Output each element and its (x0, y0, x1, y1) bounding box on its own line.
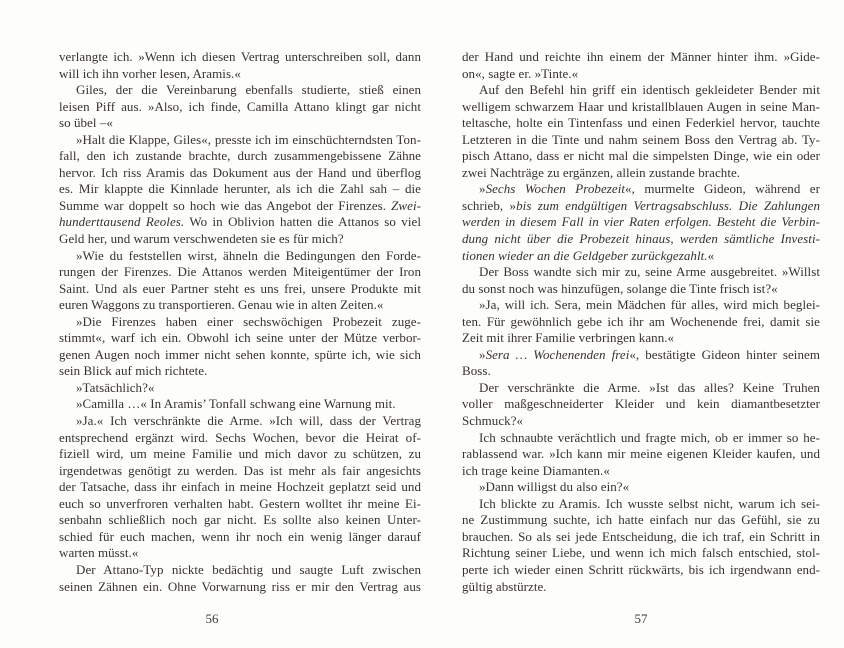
text-segment: schrieb, » (462, 197, 517, 213)
text-segment: » (479, 181, 486, 197)
text-line (59, 413, 421, 430)
text-line (59, 380, 421, 397)
text-segment: Der Attano-Typ nickte bedächtig und saugte Luft zwischen (76, 561, 421, 577)
text-line (59, 330, 421, 347)
text-segment: Schmuck?« (462, 413, 524, 429)
text-segment-italic: werden in diesem Fall in vier Raten erfolgen. Besteht die Verbin- (462, 214, 820, 230)
text-segment: Wo in Oblivion hatten die Attanos so viel (184, 214, 421, 230)
text-segment: der Tatsache, dass ihr einfach in meine Hochzeit geplatzt seid und (59, 479, 421, 495)
text-line (462, 132, 820, 149)
text-line (462, 165, 820, 182)
text-line (462, 446, 820, 463)
text-line (59, 479, 421, 496)
text-segment: verlangte ich. »Wenn ich diesen Vertrag unterschreiben soll, dann (59, 49, 421, 64)
text-line (462, 529, 820, 546)
text-line (59, 297, 421, 314)
text-line (59, 545, 421, 562)
text-line (462, 198, 820, 215)
text-segment: » (479, 346, 486, 362)
text-segment: warten müsst.« (59, 545, 139, 561)
text-line (462, 115, 820, 132)
text-line (59, 248, 421, 265)
text-segment: will ich ihn vorher lesen, Aramis.« (59, 65, 241, 81)
text-line (59, 99, 421, 116)
text-line (462, 496, 820, 513)
text-segment: Richtung seiner Liebe, und wenn ich mich falsch entschied, stol- (462, 545, 820, 561)
text-segment: »Wie du feststellen wirst, ähneln die Bedingungen den Forde- (76, 247, 421, 263)
text-segment: »Die Firenzes haben einer sechswöchigen Probezeit zuge- (76, 313, 421, 329)
text-segment: »Halt die Klappe, Giles«, presste ich im einschüchterndsten Ton- (76, 131, 421, 147)
text-segment: zwei Nachträge zu ergänzen, allein zustande brachte. (462, 164, 741, 180)
text-line (462, 49, 820, 66)
text-line (462, 380, 820, 397)
text-segment: «, bestätigte Gideon hinter seinem (629, 346, 820, 362)
text-segment-italic: dung nicht über die Probezeit hinaus, werden sämtliche Investi- (462, 231, 820, 247)
text-line (59, 281, 421, 298)
text-segment: stimmt«, warf ich ein. Obwohl ich seine unter der Mütze verbor- (59, 330, 421, 346)
text-line (59, 463, 421, 480)
text-segment: Summe war doppelt so hoch wie das Angebot der Firenzes. (59, 197, 392, 213)
text-line (59, 181, 421, 198)
text-segment: brauchen. So als sei jede Entscheidung, die ich traf, ein Schritt in (462, 528, 820, 544)
text-line (59, 115, 421, 132)
text-line (462, 281, 820, 298)
text-segment: teltasche, holte ein Tintenfass und einen Federkiel hervor, tauchte (462, 115, 820, 131)
text-segment: hervor. Ich riss Aramis das Dokument aus der Hand und überflog (59, 164, 421, 180)
text-segment: pisch Attano, dass er nicht mal die simpelsten Dinge, wie ein oder (462, 148, 820, 164)
text-segment: Ich blickte zu Aramis. Ich wusste selbst nicht, warum ich sei- (479, 495, 820, 511)
text-segment-italic: bis zum endgültigen Vertragsabschluss. Die Zahlungen (516, 197, 821, 213)
text-line (462, 214, 820, 231)
text-line (462, 413, 820, 430)
text-line (462, 264, 820, 281)
text-line (462, 479, 820, 496)
text-segment: irgendetwas genötigt zu werden. Das ist mehr als fair angesichts (59, 462, 421, 478)
text-segment: senbahn schließlich noch gar nicht. Es sollte also keinen Unter- (59, 512, 421, 528)
text-line (462, 66, 820, 83)
text-segment: ten. Für gewöhnlich gebe ich ihr am Wochenende frei, damit sie (462, 313, 820, 329)
text-line (462, 579, 820, 596)
text-line (59, 430, 421, 447)
text-segment: Boss. (462, 363, 491, 379)
text-line (59, 132, 421, 149)
text-segment: voller maßgeschneiderter Kleider und kein diamantbesetzter (462, 396, 820, 412)
page-text (59, 49, 421, 595)
text-segment: »Dann willigst du also ein?« (479, 479, 630, 495)
text-segment: Der verschränkte die Arme. »Ist das alles? Keine Truhen (479, 379, 820, 395)
text-line (462, 363, 820, 380)
book-page-right (462, 49, 821, 626)
text-line (59, 165, 421, 182)
text-segment: euch so unverfroren verhalten habt. Gestern wolltet ihr meine Ei- (59, 495, 421, 511)
page-text (462, 49, 820, 595)
text-line (462, 148, 820, 165)
text-segment: «, murmelte Gideon, während er (625, 181, 820, 197)
text-line (59, 579, 421, 596)
text-segment-italic: Sechs Wochen Probezeit (485, 181, 626, 197)
text-line (462, 512, 820, 529)
text-segment: perte ich wieder einen Schritt rückwärts, bis ich irgendwann end- (462, 561, 820, 577)
text-segment: fall, den ich zustande brachte, durch zusammengebissene Zähne (59, 148, 421, 164)
text-segment: entsprechend ergänzt wird. Sechs Wochen, bevor die Heirat of- (59, 429, 421, 445)
text-line (59, 512, 421, 529)
text-segment: welligem schwarzem Haar und kristallblauen Augen in seine Man- (462, 98, 820, 114)
text-line (59, 446, 421, 463)
text-segment: seinen Zähnen ein. Ohne Vorwarnung riss er mir den Vertrag aus (59, 578, 421, 594)
text-segment: « (707, 247, 715, 263)
text-segment: Der Boss wandte sich mir zu, seine Arme ausgebreitet. »Willst (479, 264, 820, 280)
text-line (462, 396, 820, 413)
text-line (59, 214, 421, 231)
text-segment: fiziell wird, um meine Familie und mich davor zu schützen, zu (59, 446, 421, 462)
text-segment: so übel –« (59, 115, 113, 131)
text-segment: Geld her, und warum verschwendeten sie es für mich? (59, 231, 344, 247)
text-segment: »Ja.« Ich verschränkte die Arme. »Ich will, dass der Vertrag (76, 413, 421, 429)
text-line (462, 231, 820, 248)
text-segment: euren Waggons zu transportieren. Genau wie in alten Zeiten.« (59, 297, 384, 313)
text-line (59, 49, 421, 66)
text-segment: on«, sagte er. »Tinte.« (462, 65, 579, 81)
text-line (59, 529, 421, 546)
text-segment: Zeit mit ihrer Familie verbringen kann.« (462, 330, 675, 346)
book-page-left (59, 49, 421, 626)
text-segment: rablassend war. »Ich kann mir meine eigenen Kleider kaufen, und (462, 446, 820, 462)
text-segment: genen Augen noch immer nicht sehen konnte, spürte ich, wie sich (59, 346, 421, 362)
text-segment-italic: Zwei- (391, 197, 421, 213)
text-line (462, 463, 820, 480)
text-segment: schied für euch machen, wenn ihr noch ein wenig länger darauf (59, 528, 421, 544)
text-line (462, 545, 820, 562)
text-line (462, 430, 820, 447)
text-segment: gültig abstürzte. (462, 578, 547, 594)
text-segment: leisen Piff aus. »Also, ich finde, Camilla Attano klingt gar nicht (59, 98, 421, 114)
text-segment: Giles, der die Vereinbarung ebenfalls studierte, stieß einen (76, 82, 421, 98)
text-line (462, 562, 820, 579)
text-segment: rungen der Firenzes. Die Attanos werden Miteigentümer der Iron (59, 264, 421, 280)
text-line (462, 330, 820, 347)
text-line (59, 347, 421, 364)
text-segment: Ich schnaubte verächtlich und fragte mich, ob er immer so he- (479, 429, 820, 445)
text-line (462, 99, 820, 116)
text-line (462, 347, 820, 364)
text-line (59, 363, 421, 380)
text-line (462, 314, 820, 331)
text-segment-italic: tionen wieder an die Geldgeber zurückgezahlt. (462, 247, 708, 263)
text-segment: der Hand und reichte ihn einem der Männer hinter ihm. »Gide- (462, 49, 820, 64)
text-segment-italic: hunderttausend Reoles. (59, 214, 185, 230)
text-line (462, 297, 820, 314)
text-segment: ich trage keine Diamanten.« (462, 462, 610, 478)
text-segment: »Ja, will ich. Sera, mein Mädchen für alles, wird mich beglei- (479, 297, 820, 313)
text-line (59, 82, 421, 99)
text-line (59, 496, 421, 513)
text-line (59, 66, 421, 83)
text-segment-italic: Sera … Wochenenden frei (485, 346, 630, 362)
text-line (59, 396, 421, 413)
text-line (462, 181, 820, 198)
page-number: 57 (634, 611, 648, 626)
text-segment: »Camilla …« In Aramis’ Tonfall schwang eine Warnung mit. (76, 396, 396, 412)
text-segment: ne Zustimmung suchte, ich hatte einfach nur das Gefühl, sie zu (462, 512, 820, 528)
text-line (59, 562, 421, 579)
text-segment: es. Mir klappte die Kinnlade herunter, als ich die Zahl sah – die (59, 181, 421, 197)
text-line (59, 231, 421, 248)
text-line (462, 248, 820, 265)
text-segment: Saint. Und als euer Partner steht es uns frei, unsere Produkte mit (59, 280, 421, 296)
text-segment: sein Blick auf mich richtete. (59, 363, 208, 379)
page-number: 56 (205, 611, 219, 626)
text-line (59, 148, 421, 165)
text-line (59, 264, 421, 281)
text-line (59, 198, 421, 215)
text-segment: Letzteren in die Tinte und nahm seinem Boss den Vertrag ab. Ty- (462, 131, 820, 147)
text-line (59, 314, 421, 331)
text-segment: du sonst noch was hinzufügen, solange die Tinte frisch ist?« (462, 280, 778, 296)
text-segment: Auf den Befehl hin griff ein identisch gekleideter Bender mit (479, 82, 820, 98)
text-segment: »Tatsächlich?« (76, 379, 155, 395)
text-line (462, 82, 820, 99)
